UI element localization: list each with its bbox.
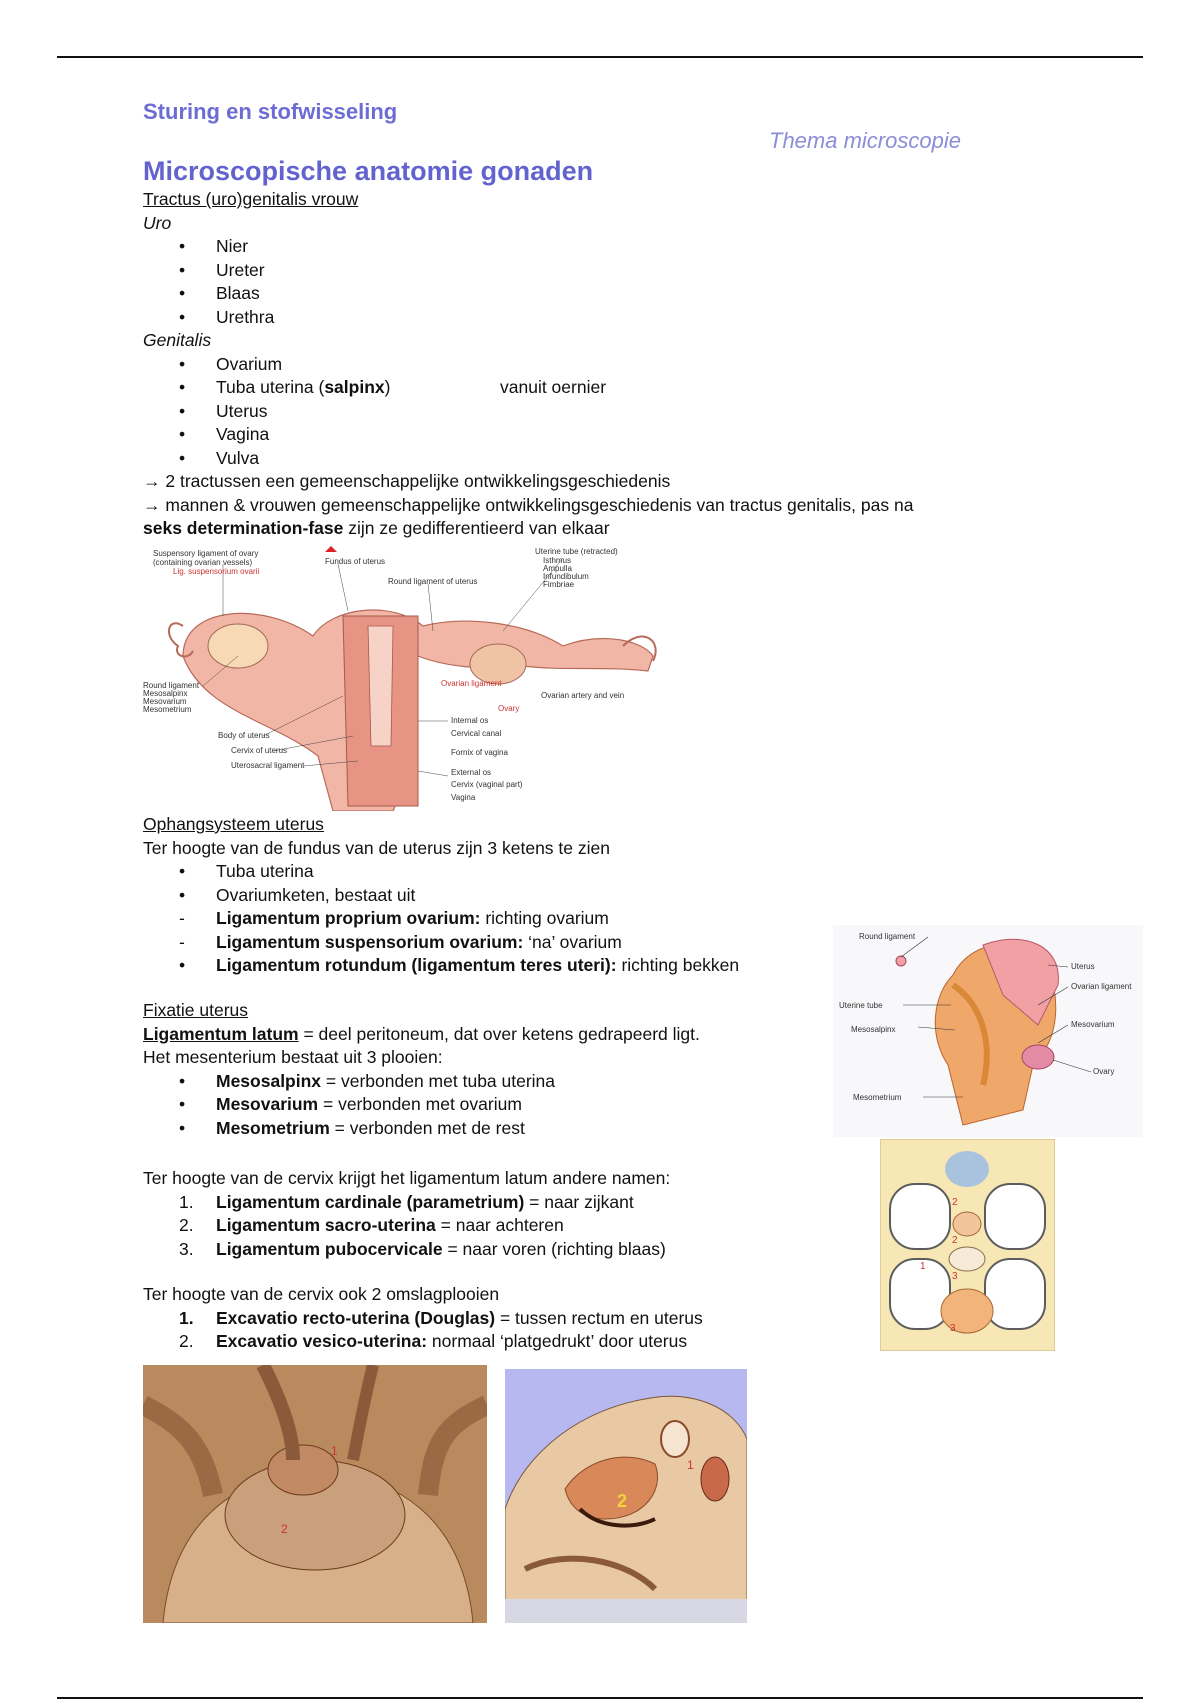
list-item: • Nier [143,235,913,259]
pelvic-section-figure [880,1139,1055,1351]
svg-text:Cervix of uterus: Cervix of uterus [231,746,288,755]
uro-label: Uro [143,212,172,233]
omslag-list [143,1307,703,1354]
pelvis-cavity-figure [143,1365,487,1623]
svg-text:Round ligament: Round ligament [859,932,916,941]
svg-text:Suspensory ligament of ovary: Suspensory ligament of ovary [153,549,259,558]
list-item: - Ligamentum suspensorium ovarium: ‘na’ ovarium [143,931,739,955]
genitalis-list [143,353,913,471]
fixatie-list [143,1070,700,1141]
svg-text:Uterine tube (retracted): Uterine tube (retracted) [535,547,618,556]
ophang-section [143,813,739,978]
svg-text:1: 1 [331,1444,338,1458]
tractus-heading: Tractus (uro)genitalis vrouw [143,189,359,209]
list-item: 1. Excavatio recto-uterina (Douglas) = tussen rectum en uterus [179,1307,703,1328]
list-item: • Ovariumketen, bestaat uit [143,884,739,908]
uterus-anatomy-figure [143,546,673,811]
list-item: • Ovarium [143,353,913,377]
document-title: Microscopische anatomie gonaden [143,156,594,186]
fixatie-heading: Fixatie uterus [143,1000,249,1020]
arrow-line-2: → mannen & vrouwen gemeenschappelijke ontwikkelingsgeschiedenis van tractus genitalis, pas na [143,494,914,515]
svg-text:Cervical canal: Cervical canal [451,729,502,738]
svg-text:2: 2 [952,1197,958,1208]
cervix-names-intro: Ter hoogte van de cervix krijgt het ligamentum latum andere namen: [143,1168,671,1188]
svg-text:Fornix of vagina: Fornix of vagina [451,748,508,757]
svg-text:External os: External os [451,768,492,777]
svg-text:Uterus: Uterus [1071,962,1095,971]
svg-text:Mesosalpinx: Mesosalpinx [851,1025,896,1034]
list-item: • Uterus [143,400,913,424]
svg-text:3: 3 [950,1323,956,1334]
list-item: 2. Excavatio vesico-uterina: normaal ‘platgedrukt’ door uterus [179,1331,688,1351]
svg-text:Mesovarium: Mesovarium [1071,1020,1115,1029]
svg-text:Round ligament of uterus: Round ligament of uterus [388,577,478,586]
omslag-intro: Ter hoogte van de cervix ook 2 omslagplooien [143,1284,500,1304]
svg-text:Isthmus: Isthmus [543,556,572,565]
list-item: 2. Ligamentum sacro-uterina = naar achteren [179,1215,564,1235]
ophang-list [143,860,739,978]
list-item: 3. Ligamentum pubocervicale = naar voren (richting blaas) [179,1238,666,1259]
list-item: - Ligamentum proprium ovarium: richting ovarium [143,907,739,931]
course-title: Sturing en stofwisseling [143,99,398,124]
omslag-section [143,1283,703,1354]
list-item: • Tuba uterina [143,860,739,884]
svg-text:Ovarian artery and vein: Ovarian artery and vein [541,691,625,700]
svg-text:(containing ovarian vessels): (containing ovarian vessels) [153,558,253,567]
svg-text:Cervix (vaginal part): Cervix (vaginal part) [451,780,523,789]
svg-text:2: 2 [617,1491,628,1511]
list-item: • Ureter [143,259,913,283]
svg-text:Fundus of uterus: Fundus of uterus [325,557,386,566]
cervix-names-section [143,1167,670,1261]
list-item: • Mesosalpinx = verbonden met tuba uterina [143,1070,700,1094]
fixatie-line-1: Ligamentum latum = deel peritoneum, dat over ketens gedrapeerd ligt. [143,1023,700,1044]
theme-label: Thema microscopie [769,128,961,153]
genitalis-label: Genitalis [143,330,212,350]
bottom-rule [57,1697,1143,1699]
list-item: • Blaas [143,282,913,306]
svg-text:Fimbriae: Fimbriae [543,580,575,589]
list-item: • Tuba uterina (salpinx) vanuit oernier [143,376,913,400]
svg-text:Internal os: Internal os [451,716,489,725]
svg-text:Infundibulum: Infundibulum [543,572,589,581]
list-item: • Urethra [143,306,913,330]
svg-text:Mesosalpinx: Mesosalpinx [143,689,188,698]
oernier-note: vanuit oernier [500,377,607,397]
svg-text:Mesovarium: Mesovarium [143,697,187,706]
svg-text:1: 1 [687,1458,694,1472]
top-rule [57,56,1143,58]
ligaments-figure [833,925,1143,1137]
list-item: • Mesovarium = verbonden met ovarium [143,1093,700,1117]
svg-text:2: 2 [952,1235,958,1246]
fixatie-line-2: Het mesenterium bestaat uit 3 plooien: [143,1047,443,1067]
svg-text:Mesometrium: Mesometrium [853,1093,902,1102]
svg-text:Ovarian ligament: Ovarian ligament [1071,982,1132,991]
fixatie-section [143,999,700,1140]
uro-list [143,235,913,329]
svg-text:Lig. suspensorium ovarii: Lig. suspensorium ovarii [173,567,260,576]
ophang-heading: Ophangsysteem uterus [143,814,324,834]
list-item: • Mesometrium = verbonden met de rest [143,1117,700,1141]
arrow-line-1: → 2 tractussen een gemeenschappelijke ontwikkelingsgeschiedenis [143,471,671,491]
cervix-names-list [143,1191,670,1262]
list-item: • Vagina [143,423,913,447]
svg-text:1: 1 [920,1261,926,1272]
svg-text:Body of uterus: Body of uterus [218,731,270,740]
svg-text:Ovary: Ovary [1093,1067,1115,1076]
svg-text:Ovary: Ovary [498,704,520,713]
svg-text:Uterosacral ligament: Uterosacral ligament [231,761,305,770]
svg-text:2: 2 [281,1522,288,1536]
sagittal-section-figure [505,1369,747,1623]
list-item: • Ligamentum rotundum (ligamentum teres uteri): richting bekken [143,954,739,978]
svg-text:3: 3 [952,1271,958,1282]
list-item: • Vulva [143,447,913,471]
list-item: 1. Ligamentum cardinale (parametrium) = naar zijkant [179,1191,634,1212]
svg-text:Vagina: Vagina [451,793,476,802]
svg-text:Ampulla: Ampulla [543,564,572,573]
svg-text:Uterine tube: Uterine tube [839,1001,883,1010]
tractus-section [143,188,913,541]
svg-text:Mesometrium: Mesometrium [143,705,192,714]
svg-text:Ovarian ligament: Ovarian ligament [441,679,502,688]
svg-text:Round ligament: Round ligament [143,681,200,690]
arrow-line-2-cont: seks determination-fase zijn ze gedifferentieerd van elkaar [143,518,610,538]
ophang-intro: Ter hoogte van de fundus van de uterus zijn 3 ketens te zien [143,837,610,858]
